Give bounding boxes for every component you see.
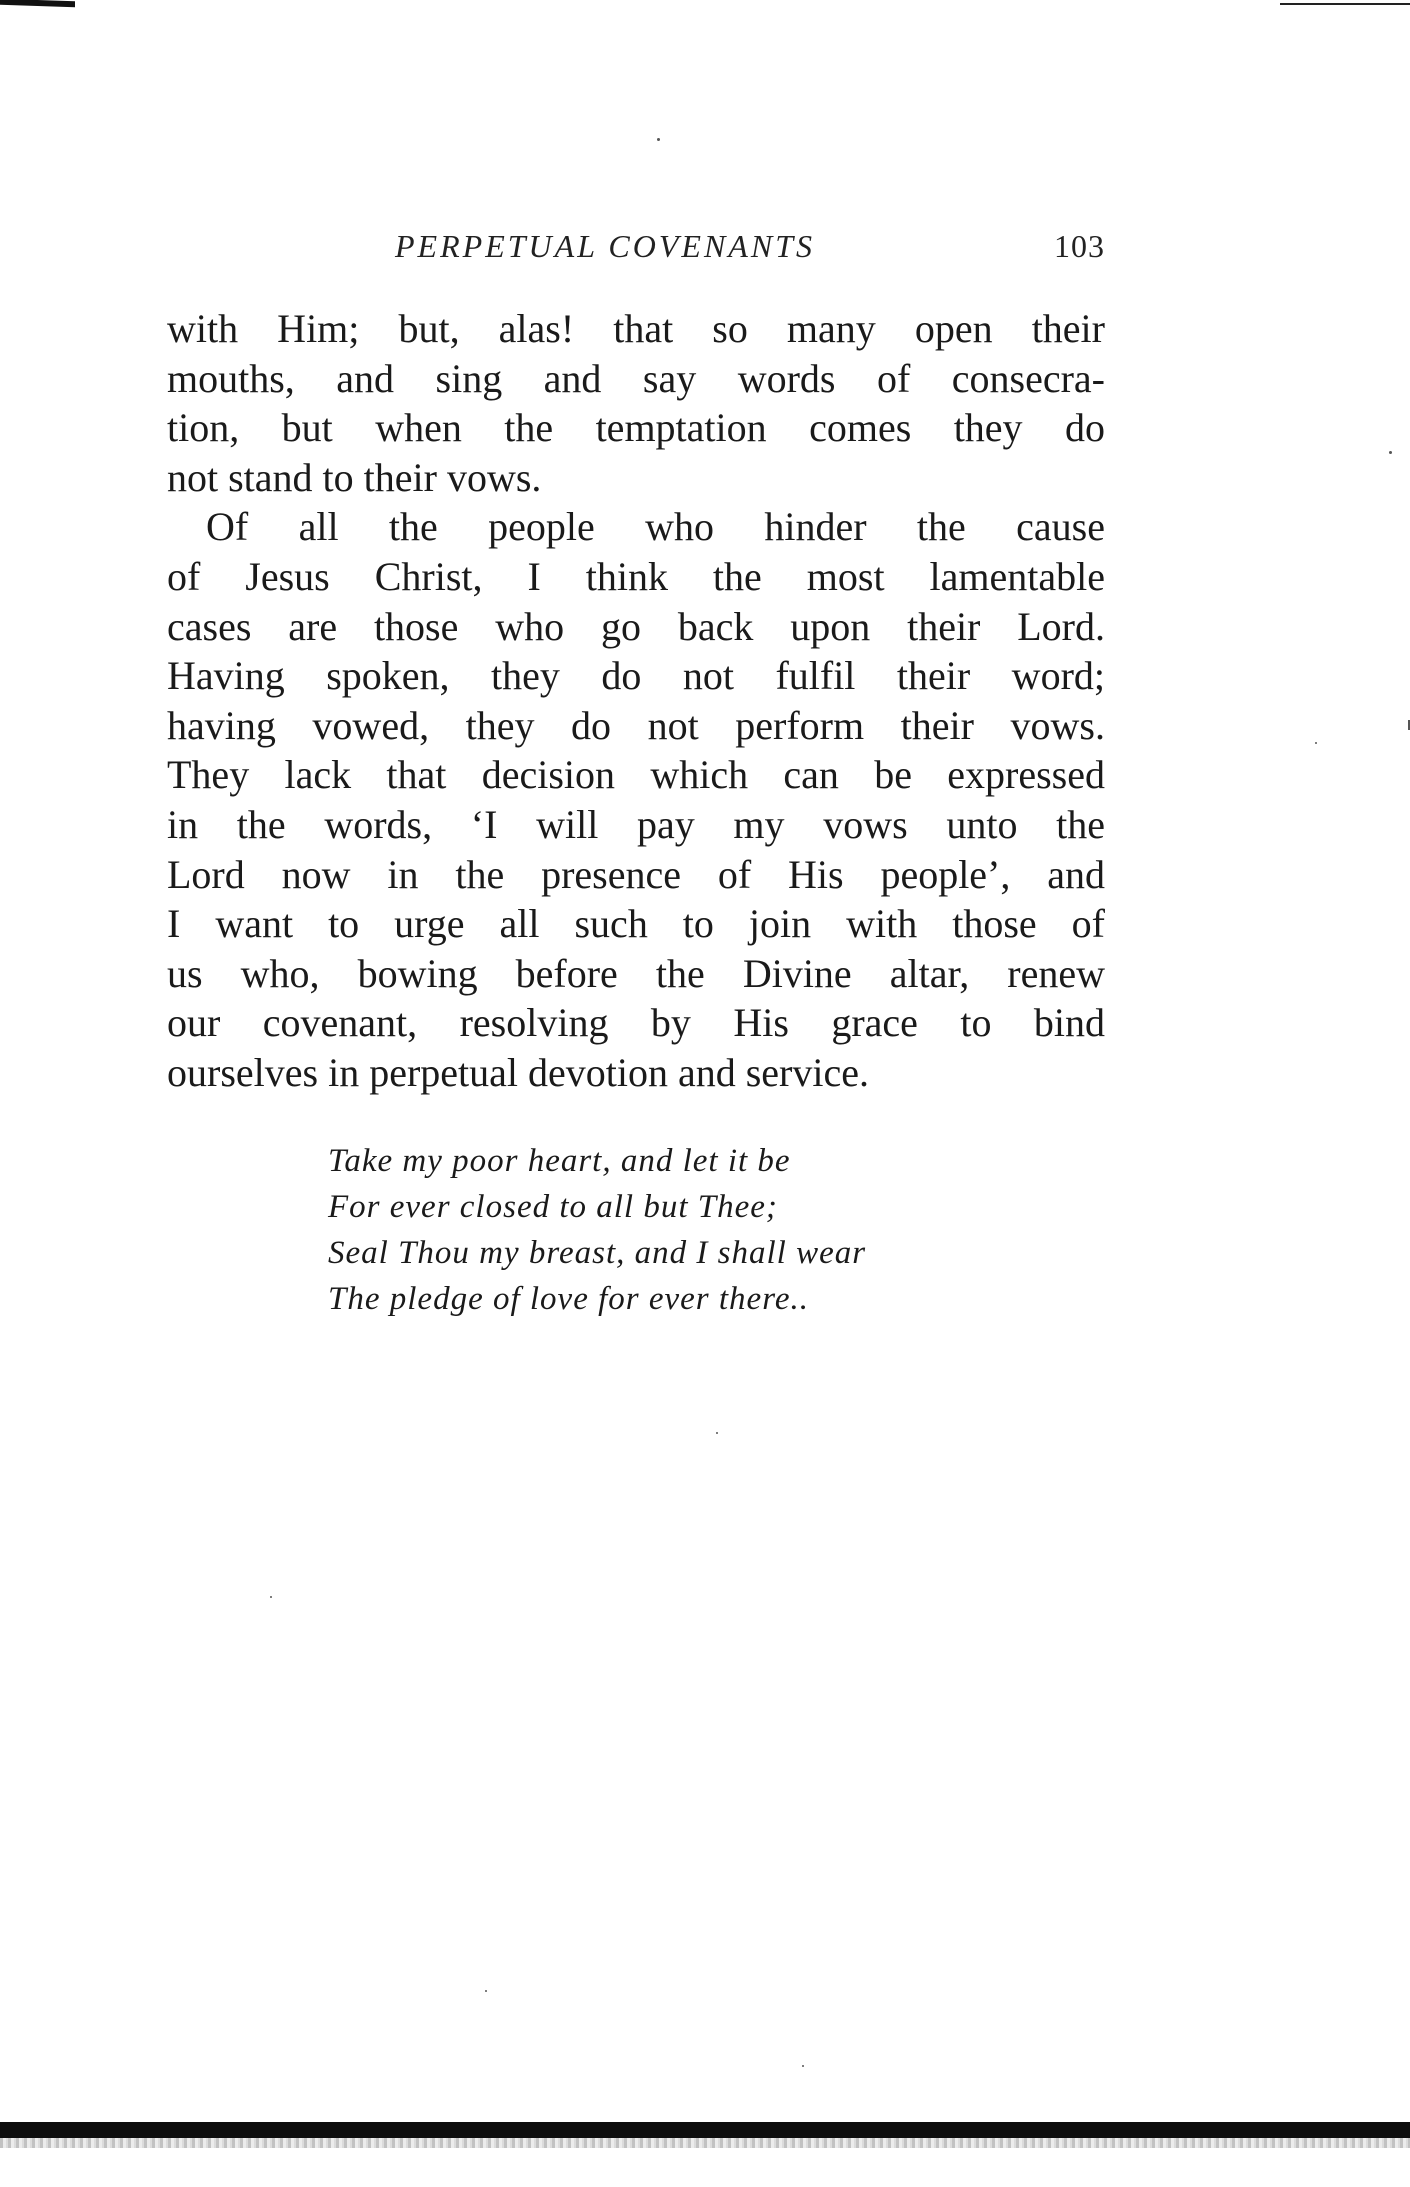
scan-speck (485, 1990, 487, 1992)
paragraph-line: Having spoken, they do not fulfil their word; (167, 653, 1105, 699)
running-title: PERPETUAL COVENANTS (395, 228, 815, 264)
scan-edge-mark (0, 0, 75, 7)
paragraph-line: tion, but when the temptation comes they do (167, 405, 1105, 451)
verse-line: Seal Thou my breast, and I shall wear (328, 1235, 867, 1271)
paragraph-line: I want to urge all such to join with those of (167, 901, 1105, 947)
paragraph-line: of Jesus Christ, I think the most lamentable (167, 553, 1105, 599)
scan-speck (270, 1596, 272, 1598)
scan-speck (716, 1432, 718, 1434)
paragraph-line: not stand to their vows. (167, 454, 542, 500)
scan-bottom-strip (0, 2138, 1410, 2148)
scan-bottom-bar (0, 2122, 1410, 2138)
paragraph-line: in the words, ‘I will pay my vows unto the (167, 801, 1105, 847)
paragraph-line: Of all the people who hinder the cause (206, 504, 1105, 550)
scan-speck (657, 138, 660, 141)
body-text (167, 304, 1105, 1098)
paragraph-line: Lord now in the presence of His people’, and (167, 851, 1105, 897)
verse-line: The pledge of love for ever there.. (328, 1281, 809, 1317)
paragraph-line: ourselves in perpetual devotion and service. (167, 1049, 869, 1095)
paragraph-line: our covenant, resolving by His grace to bind (167, 1000, 1105, 1046)
scan-speck (802, 2065, 804, 2067)
verse-block (328, 1138, 1028, 1322)
paragraph-line: They lack that decision which can be expressed (167, 752, 1105, 798)
scan-edge-line (1280, 3, 1410, 5)
paragraph-line: having vowed, they do not perform their vows. (167, 702, 1105, 748)
paragraph-line: us who, bowing before the Divine altar, renew (167, 950, 1105, 996)
verse-line: For ever closed to all but Thee; (328, 1189, 778, 1225)
paragraph-line: with Him; but, alas! that so many open their (167, 306, 1105, 351)
paragraph-line: mouths, and sing and say words of consecra- (167, 355, 1105, 401)
page-number: 103 (1054, 228, 1105, 264)
scan-speck (1389, 451, 1392, 454)
scan-speck (1315, 742, 1317, 744)
paragraph-line: cases are those who go back upon their Lord. (167, 603, 1105, 649)
verse-line: Take my poor heart, and let it be (328, 1143, 791, 1179)
